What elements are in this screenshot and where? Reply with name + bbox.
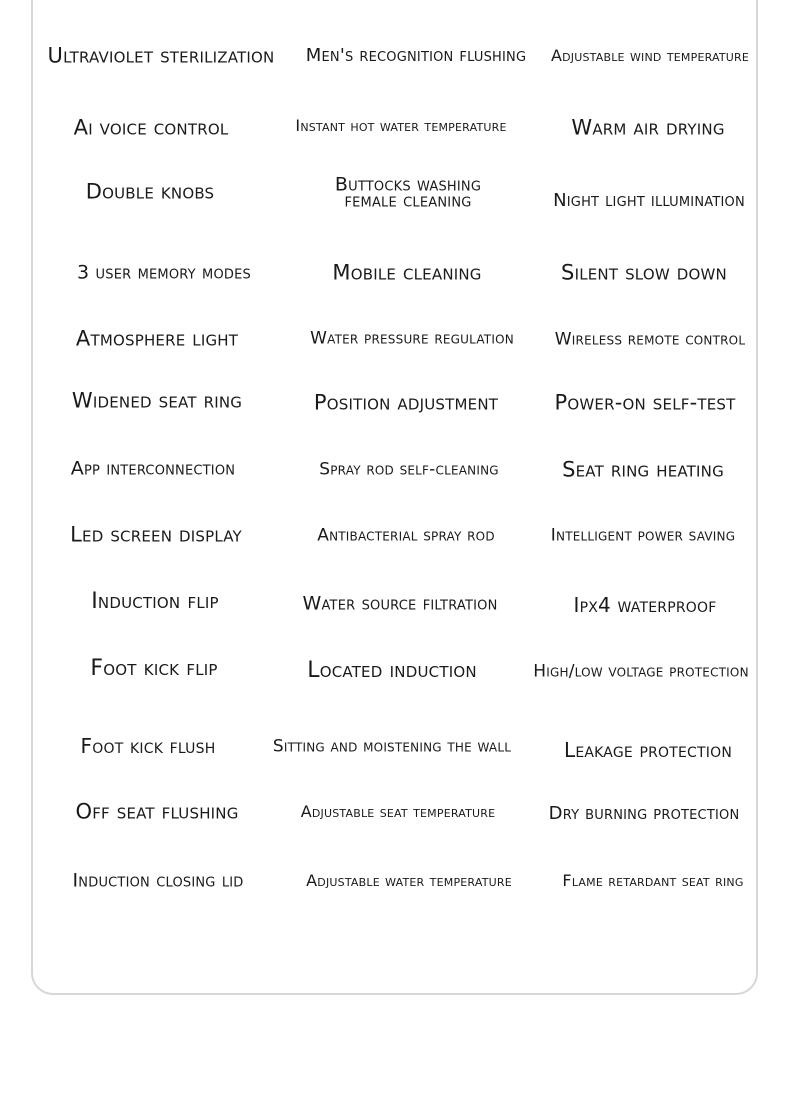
feature-item: warm air drying: [571, 115, 725, 140]
feature-item: instant hot water temperature: [295, 116, 507, 135]
feature-item: high/low voltage protection: [533, 661, 749, 682]
features-panel: [31, 0, 758, 995]
feature-item: Atmosphere light: [75, 326, 239, 351]
feature-item: Led screen display: [70, 522, 242, 547]
feature-item-stacked: [334, 173, 482, 211]
feature-item: men's recognition flushing: [305, 45, 527, 66]
feature-item: antibacterial spray rod: [317, 525, 495, 546]
feature-item: water source filtration: [302, 592, 498, 615]
feature-item: Foot kick flush: [80, 734, 216, 758]
feature-item: Widened seat ring: [71, 388, 243, 413]
feature-item: Ultraviolet sterilization: [47, 43, 275, 68]
feature-item: flame retardant seat ring: [562, 871, 744, 890]
feature-item: App interconnection: [70, 457, 236, 480]
feature-item: adjustable water temperature: [306, 871, 512, 890]
feature-item: position adjustment: [313, 390, 499, 415]
feature-item: wireless remote control: [554, 329, 746, 350]
feature-item: Induction flip: [91, 589, 219, 614]
feature-item: dry burning protection: [548, 803, 740, 824]
feature-item: spray rod self-cleaning: [319, 459, 499, 480]
feature-item: buttocks washing: [334, 173, 482, 196]
feature-item: 3 user memory modes: [77, 261, 251, 284]
feature-item: ipx4 waterproof: [573, 593, 717, 617]
feature-item: Double knobs: [85, 179, 215, 204]
feature-item: leakage protection: [563, 738, 733, 762]
feature-item: sitting and moistening the wall: [272, 736, 512, 757]
feature-item: Foot kick flip: [90, 656, 218, 681]
feature-item: adjustable seat temperature: [300, 802, 496, 821]
feature-item: power-on self-test: [554, 390, 736, 415]
feature-item: adjustable wind temperature: [550, 46, 750, 65]
feature-item: intelligent power saving: [550, 525, 736, 546]
feature-item: located induction: [307, 658, 477, 683]
feature-item: Off seat flushing: [75, 799, 239, 824]
feature-item: female cleaning: [344, 189, 472, 211]
feature-item: silent slow down: [561, 260, 727, 285]
feature-item: seat ring heating: [562, 457, 724, 482]
feature-item: Induction closing lid: [72, 869, 244, 892]
feature-item: water pressure regulation: [310, 328, 514, 349]
feature-item: Ai voice control: [73, 115, 229, 140]
feature-item: mobile cleaning: [332, 260, 482, 285]
feature-item: night light illumination: [553, 190, 745, 211]
